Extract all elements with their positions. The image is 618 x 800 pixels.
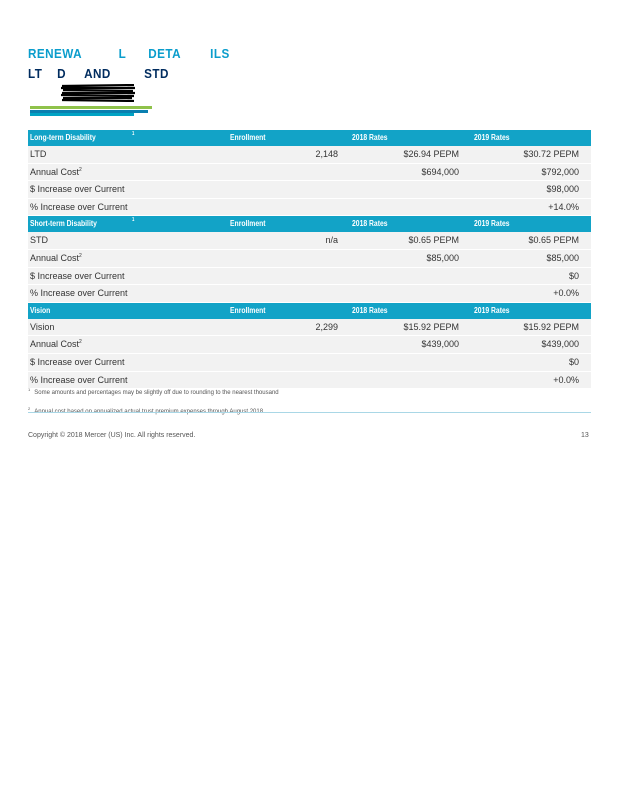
footnote-1: $^1$Some amounts and percentages may be slightly off due to rounding to the nearest thousand <box>28 387 279 396</box>
page-number: 13 <box>581 432 589 439</box>
rate-2019-cell: $0 <box>568 356 579 367</box>
enrollment-cell: 2,148 <box>315 149 338 159</box>
row-label: Annual Cost$^2$ <box>30 252 82 263</box>
rate-2019-cell: $0.65 PEPM <box>528 235 579 246</box>
table-row <box>28 319 591 337</box>
page-title-line1: RENEWA L DETA ILS <box>28 46 230 61</box>
footer-rule <box>28 412 591 413</box>
section-footnote-ref: 1 <box>132 217 135 224</box>
rate-2019-cell: $15.92 PEPM <box>523 321 579 332</box>
decorative-stripe-teal <box>30 113 134 116</box>
table-row <box>28 146 591 164</box>
section-footnote-ref: 1 <box>132 131 135 137</box>
row-label: % Increase over Current <box>30 374 128 385</box>
redaction-scribble <box>60 84 136 102</box>
table-row <box>28 250 591 268</box>
row-label: $ Increase over Current <box>30 184 125 195</box>
section-name: Short-term Disability <box>30 219 97 229</box>
row-label: STD <box>30 235 48 246</box>
rates-2018-header: 2018 Rates <box>352 133 388 142</box>
rate-2019-cell: $792,000 <box>541 166 579 177</box>
rate-2019-cell: $98,000 <box>546 184 579 195</box>
table-row <box>28 354 591 372</box>
enrollment-header: Enrollment <box>230 305 266 315</box>
footnote-2: 2 <box>28 406 31 411</box>
row-label: Annual Cost$^2$ <box>30 339 82 350</box>
rate-2019-cell: $439,000 <box>541 339 579 350</box>
section-name: Vision <box>30 305 51 315</box>
row-label: $ Increase over Current <box>30 356 125 367</box>
rate-2019-cell: $85,000 <box>546 252 579 263</box>
rate-2018-cell: $85,000 <box>426 252 459 263</box>
rate-2019-cell: $30.72 PEPM <box>523 149 579 159</box>
rate-2018-cell: $439,000 <box>421 339 459 350</box>
section-name: Long-term Disability <box>30 133 96 142</box>
table-row <box>28 232 591 250</box>
rate-2019-cell: +0.0% <box>553 288 579 299</box>
enrollment-cell: n/a <box>325 235 338 246</box>
section-header <box>28 303 591 319</box>
rates-2018-header: 2018 Rates <box>352 219 388 229</box>
footnote-ref: 2 <box>79 252 82 259</box>
table-row <box>28 268 591 286</box>
table-row <box>28 199 591 217</box>
table-row <box>28 336 591 354</box>
footnote-ref: 2 <box>79 339 82 346</box>
row-label: $ Increase over Current <box>30 270 125 281</box>
rate-2019-cell: +14.0% <box>548 201 579 212</box>
rate-2018-cell: $15.92 PEPM <box>403 321 459 332</box>
page-title-line2: LT D AND STD <box>28 66 169 81</box>
rates-2019-header: 2019 Rates <box>474 305 510 315</box>
row-label: % Increase over Current <box>30 201 128 212</box>
rate-2018-cell: $0.65 PEPM <box>408 235 459 246</box>
rates-table <box>28 130 591 389</box>
rate-2019-cell: $0 <box>568 270 579 281</box>
rates-2018-header: 2018 Rates <box>352 305 388 315</box>
rates-2019-header: 2019 Rates <box>474 219 510 229</box>
row-label: % Increase over Current <box>30 288 128 299</box>
table-row <box>28 164 591 182</box>
table-row <box>28 181 591 199</box>
rates-2019-header: 2019 Rates <box>474 133 510 142</box>
enrollment-header: Enrollment <box>230 133 266 142</box>
row-label: LTD <box>30 149 47 159</box>
row-label: Vision <box>30 321 55 332</box>
table-row <box>28 285 591 303</box>
footnote-ref: 2 <box>79 166 82 173</box>
section-header <box>28 130 591 146</box>
rate-2018-cell: $26.94 PEPM <box>403 149 459 159</box>
enrollment-header: Enrollment <box>230 219 266 229</box>
row-label: Annual Cost$^2$ <box>30 166 82 177</box>
decorative-stripe-green <box>30 106 152 109</box>
enrollment-cell: 2,299 <box>315 321 338 332</box>
rate-2019-cell: +0.0% <box>553 374 579 385</box>
rate-2018-cell: $694,000 <box>421 166 459 177</box>
copyright: Copyright © 2018 Mercer (US) Inc. All rights reserved. <box>28 432 196 439</box>
section-header <box>28 216 591 232</box>
footnotes <box>28 382 279 420</box>
